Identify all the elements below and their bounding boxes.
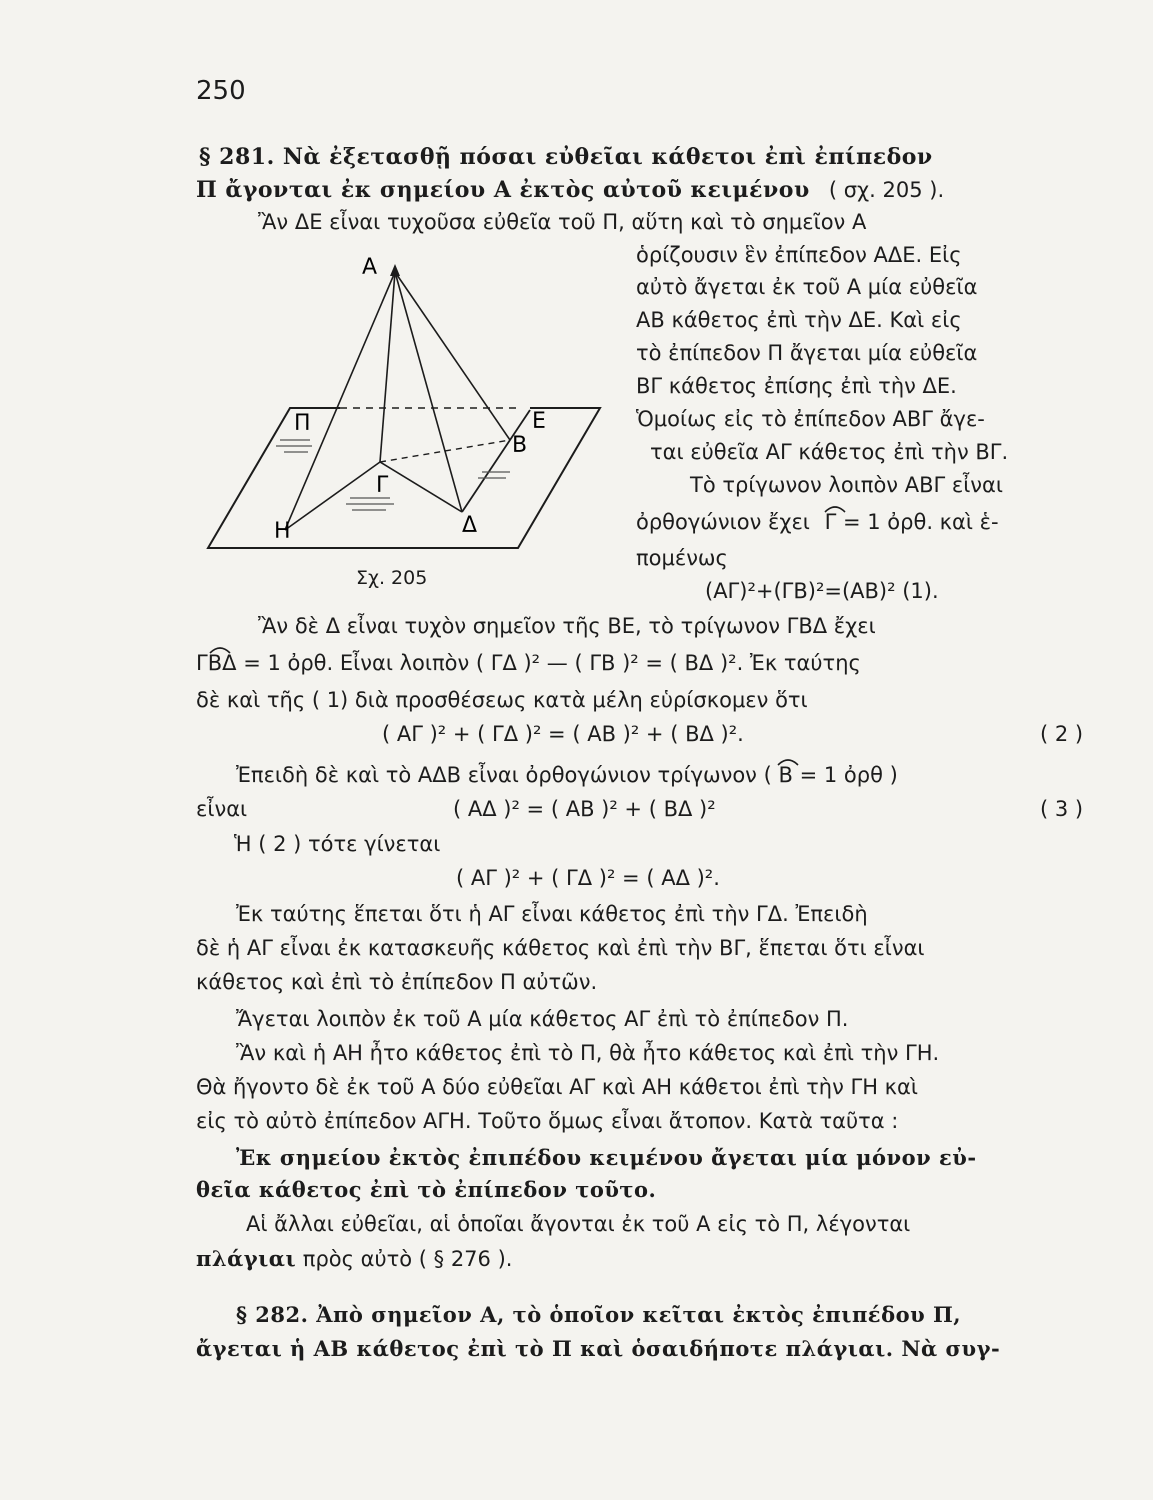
edge-AB <box>395 272 510 440</box>
text-line: εἶναι <box>196 797 248 821</box>
theorem-line2: θεῖα κάθετος ἐπὶ τὸ ἐπίπεδον τοῦτο. <box>196 1177 657 1202</box>
angle-arc-icon <box>208 643 232 655</box>
equation-3: ( ΑΔ )² = ( ΑΒ )² + ( ΒΔ )² <box>453 797 716 821</box>
text-line: δὲ ἡ ΑΓ εἶναι ἐκ κατασκευῆς κάθετος καὶ ἐπὶ τὴν ΒΓ, ἕπεται ὅτι εἶναι <box>196 936 925 960</box>
text-line: Ἄγεται λοιπὸν ἐκ τοῦ Α μία κάθετος ΑΓ ἐπὶ τὸ ἐπίπεδον Π. <box>236 1007 849 1031</box>
section-281-heading-line1: § 281. Νὰ ἐξετασθῇ πόσαι εὐθεῖαι κάθετοι ἐπὶ ἐπίπεδον <box>199 144 933 170</box>
text-line: Ἂν δὲ Δ εἶναι τυχὸν σημεῖον τῆς ΒΕ, τὸ τρίγωνον ΓΒΔ ἔχει <box>258 614 876 638</box>
text-line: Θὰ ἤγοντο δὲ ἐκ τοῦ Α δύο εὐθεῖαι ΑΓ καὶ ΑΗ κάθετοι ἐπὶ τὴν ΓΗ καὶ <box>196 1075 919 1099</box>
text-line: ΒΓ κάθετος ἐπίσης ἐπὶ τὴν ΔΕ. <box>636 374 957 398</box>
text-fragment: ὀρθογώνιον ἔχει <box>636 510 810 534</box>
equation-2-number: ( 2 ) <box>1040 722 1084 746</box>
text-line: αὐτὸ ἄγεται ἐκ τοῦ Α μία εὐθεῖα <box>636 275 978 299</box>
label-P: Π <box>294 411 311 436</box>
plane-hatching <box>276 440 510 510</box>
angle-arc-icon <box>776 755 800 767</box>
text-fragment: πρὸς αὐτὸ ( § 276 ). <box>302 1247 513 1271</box>
section-282-heading-line1: § 282. Ἀπὸ σημεῖον Α, τὸ ὁποῖον κεῖται ἐκτὸς ἐπιπέδου Π, <box>236 1302 962 1327</box>
figure-reference: ( σχ. 205 ). <box>828 178 945 202</box>
label-A: Α <box>362 255 378 280</box>
angle-letter: Δ <box>222 651 237 675</box>
angle-b <box>778 763 792 787</box>
angle-gamma <box>825 510 837 534</box>
angle-letter: Γ <box>196 651 208 675</box>
text-line: ΑΒ κάθετος ἐπὶ τὴν ΔΕ. Καὶ εἰς <box>636 308 962 332</box>
text-line: Αἱ ἄλλαι εὐθεῖαι, αἱ ὁποῖαι ἄγονται ἐκ τοῦ Α εἰς τὸ Π, λέγονται <box>246 1212 911 1236</box>
section-281-heading-line2-wrap <box>196 177 944 203</box>
text-line <box>196 1246 512 1271</box>
figure-caption: Σχ. 205 <box>356 567 428 589</box>
text-line: εἰς τὸ αὐτὸ ἐπίπεδον ΑΓΗ. Τοῦτο ὅμως εἶναι ἄτοπον. Κατὰ ταῦτα : <box>196 1109 899 1133</box>
label-G: Γ <box>376 473 389 498</box>
apex-marker <box>390 264 400 276</box>
text-line: κάθετος καὶ ἐπὶ τὸ ἐπίπεδον Π αὐτῶν. <box>196 970 598 994</box>
text-fragment: Ἐπειδὴ δὲ καὶ τὸ ΑΔΒ εἶναι ὀρθογώνιον τρίγωνον ( <box>236 763 772 787</box>
equation-4: ( ΑΓ )² + ( ΓΔ )² = ( ΑΔ )². <box>456 866 720 890</box>
text-line: τὸ ἐπίπεδον Π ἄγεται μία εὐθεῖα <box>636 341 978 365</box>
angle-gamma-letter: Γ <box>824 510 837 534</box>
text-line: Ἐκ ταύτης ἕπεται ὅτι ἡ ΑΓ εἶναι κάθετος ἐπὶ τὴν ΓΔ. Ἐπειδὴ <box>236 902 868 926</box>
text-line-with-angle <box>196 651 861 675</box>
section-281-heading-line2: Π ἄγονται ἐκ σημείου Α ἐκτὸς αὐτοῦ κειμένου <box>196 177 810 203</box>
text-fragment: = 1 ὀρθ. καὶ ἑ- <box>843 510 999 534</box>
label-B: Β <box>512 433 528 458</box>
line-DE <box>462 410 530 512</box>
text-line: πομένως <box>636 546 728 570</box>
edge-AD <box>395 272 462 512</box>
text-line: Ἡ ( 2 ) τότε γίνεται <box>234 832 441 856</box>
section-282-heading-line2: ἄγεται ἡ ΑΒ κάθετος ἐπὶ τὸ Π καὶ ὁσαιδήποτε πλάγιαι. Νὰ συγ- <box>196 1336 1001 1361</box>
text-fragment: = 1 ὀρθ. Εἶναι λοιπὸν ( ΓΔ )² — ( ΓΒ )² = ( ΒΔ )². Ἐκ ταύτης <box>243 651 861 675</box>
pyramid-diagram <box>200 250 620 580</box>
text-line: ὁρίζουσιν ἓν ἐπίπεδον ΑΔΕ. Εἰς <box>636 243 962 267</box>
equation-2: ( ΑΓ )² + ( ΓΔ )² = ( ΑΒ )² + ( ΒΔ )². <box>382 722 744 746</box>
text-line: Ἂν καὶ ἡ ΑΗ ἦτο κάθετος ἐπὶ τὸ Π, θὰ ἦτο κάθετος καὶ ἐπὶ τὴν ΓΗ. <box>236 1041 940 1065</box>
equation-3-number: ( 3 ) <box>1040 797 1084 821</box>
text-line: δὲ καὶ τῆς ( 1) διὰ προσθέσεως κατὰ μέλη εὑρίσκομεν ὅτι <box>196 688 808 712</box>
term-plagiai: πλάγιαι <box>196 1246 297 1271</box>
theorem-line1: Ἐκ σημείου ἐκτὸς ἐπιπέδου κειμένου ἄγεται μία μόνον εὐ- <box>236 1145 977 1170</box>
text-line-with-angle <box>636 510 999 534</box>
text-line: Τὸ τρίγωνον λοιπὸν ΑΒΓ εἶναι <box>690 473 1003 497</box>
angle-letter: Β <box>778 763 793 787</box>
text-line: ται εὐθεῖα ΑΓ κάθετος ἐπὶ τὴν ΒΓ. <box>650 440 1009 464</box>
text-line: Ἂν ΔΕ εἶναι τυχοῦσα εὐθεῖα τοῦ Π, αὕτη καὶ τὸ σημεῖον Α <box>258 210 867 234</box>
angle-letter: Β <box>207 651 223 675</box>
figure-205 <box>200 250 620 580</box>
angle-gbd <box>196 651 237 675</box>
label-D: Δ <box>462 513 478 538</box>
text-line: Ὁμοίως εἰς τὸ ἐπίπεδον ΑΒΓ ἄγε- <box>636 407 985 431</box>
text-fragment: = 1 ὀρθ ) <box>799 763 898 787</box>
label-E: Ε <box>532 409 546 434</box>
equation-1: (ΑΓ)²+(ΓΒ)²=(ΑΒ)² (1). <box>705 579 939 603</box>
page-number: 250 <box>196 76 246 106</box>
label-H: Η <box>274 519 291 544</box>
angle-arc-icon <box>823 502 847 514</box>
text-line-with-angle <box>236 763 898 787</box>
